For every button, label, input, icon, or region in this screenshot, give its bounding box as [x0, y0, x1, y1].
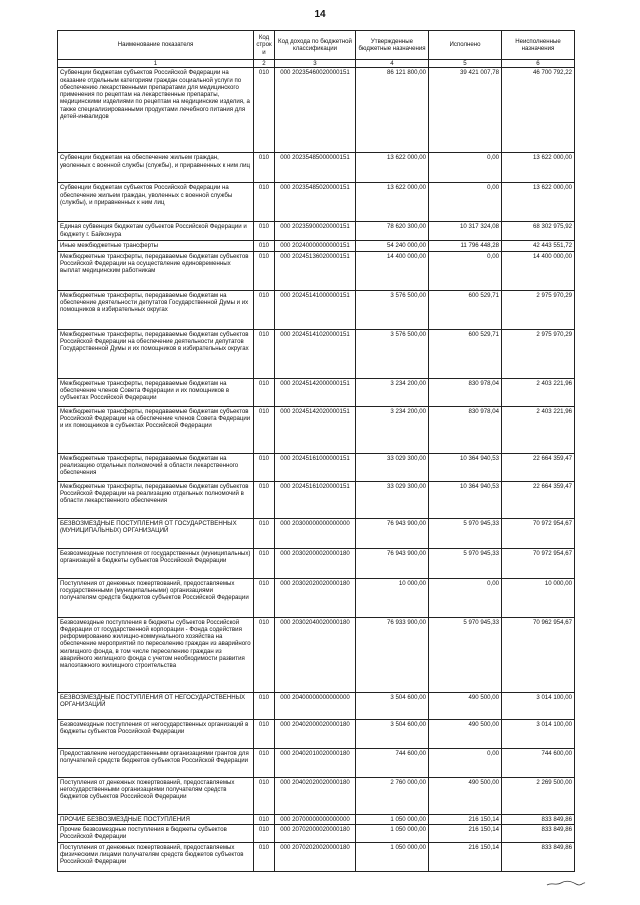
row-line-code: 010	[254, 153, 275, 183]
table-row	[58, 222, 575, 241]
row-name: Поступления от денежных пожертвований, предоставляемых государственными (муниципальными) организациями получателям средств бюджетов субъектов Российской Федерации	[58, 578, 254, 617]
row-remaining: 13 622 000,00	[502, 153, 575, 183]
row-approved: 13 622 000,00	[356, 183, 429, 222]
row-line-code: 010	[254, 824, 275, 842]
row-name: Межбюджетные трансферты, передаваемые бюджетам на реализацию отдельных полномочий в области лекарственного обеспечения	[58, 453, 254, 481]
row-executed: 600 529,71	[429, 290, 502, 329]
row-budget-code: 000 20402020020000180	[275, 777, 356, 814]
row-executed: 11 796 448,28	[429, 241, 502, 251]
table-row	[58, 824, 575, 842]
row-line-code: 010	[254, 748, 275, 777]
row-budget-code: 000 20245161000000151	[275, 453, 356, 481]
table-row	[58, 329, 575, 378]
row-approved: 78 620 300,00	[356, 222, 429, 241]
row-executed: 216 150,14	[429, 814, 502, 824]
row-name: Поступления от денежных пожертвований, предоставляемых физическими лицами получателям средств бюджетов субъектов Российской Федерации	[58, 842, 254, 871]
row-name: Поступления от денежных пожертвований, предоставляемых негосударственными организациями получателям средств бюджетов субъектов Российской Федерации	[58, 777, 254, 814]
row-remaining: 3 014 100,00	[502, 719, 575, 748]
row-line-code: 010	[254, 617, 275, 692]
row-name: Субвенции бюджетам субъектов Российской Федерации на оказание отдельным категориям граждан социальной услуги по обеспечению лекарственными препаратами для медицинского применения по рецептам на лекарственные препараты, медицинскими изделиями по рецептам на медицинские изделия, а также специализированными продуктами лечебного питания для детей-инвалидов	[58, 68, 254, 153]
header-indicator-name: Наименование показателя	[58, 31, 254, 60]
header-line-code: Код строк и	[254, 31, 275, 60]
row-line-code: 010	[254, 777, 275, 814]
column-number: 1	[58, 60, 254, 68]
table-row	[58, 548, 575, 578]
column-number-row	[58, 60, 575, 68]
row-name: Субвенции бюджетам на обеспечение жильем граждан, уволенных с военной службы (службы), и приравненных к ним лиц	[58, 153, 254, 183]
row-line-code: 010	[254, 329, 275, 378]
row-remaining: 2 975 970,29	[502, 290, 575, 329]
table-row	[58, 518, 575, 548]
page-number: 14	[314, 9, 326, 20]
row-approved: 10 000,00	[356, 578, 429, 617]
row-approved: 76 943 900,00	[356, 518, 429, 548]
table-row	[58, 617, 575, 692]
row-remaining: 70 972 954,67	[502, 518, 575, 548]
row-remaining: 2 403 221,96	[502, 378, 575, 406]
row-executed: 0,00	[429, 748, 502, 777]
row-remaining: 2 975 970,29	[502, 329, 575, 378]
row-executed: 216 150,14	[429, 824, 502, 842]
row-line-code: 010	[254, 241, 275, 251]
row-executed: 490 500,00	[429, 719, 502, 748]
row-budget-code: 000 20245161020000151	[275, 481, 356, 518]
row-remaining: 46 700 792,22	[502, 68, 575, 153]
row-budget-code: 000 20302040020000180	[275, 617, 356, 692]
table-row	[58, 719, 575, 748]
row-line-code: 010	[254, 518, 275, 548]
table-header	[58, 31, 575, 68]
row-remaining: 833 849,86	[502, 842, 575, 871]
table-row	[58, 241, 575, 251]
row-approved: 3 234 200,00	[356, 378, 429, 406]
row-name: Прочие безвозмездные поступления в бюджеты субъектов Российской Федерации	[58, 824, 254, 842]
row-approved: 2 760 000,00	[356, 777, 429, 814]
row-name: БЕЗВОЗМЕЗДНЫЕ ПОСТУПЛЕНИЯ ОТ НЕГОСУДАРСТВЕННЫХ ОРГАНИЗАЦИЙ	[58, 692, 254, 719]
row-remaining: 13 622 000,00	[502, 183, 575, 222]
row-approved: 3 234 200,00	[356, 406, 429, 453]
handwritten-mark	[546, 876, 586, 888]
row-remaining: 833 849,86	[502, 824, 575, 842]
row-executed: 0,00	[429, 578, 502, 617]
row-executed: 5 970 945,33	[429, 518, 502, 548]
row-budget-code: 000 20245136020000151	[275, 251, 356, 290]
row-line-code: 010	[254, 842, 275, 871]
row-remaining: 14 400 000,00	[502, 251, 575, 290]
row-budget-code: 000 20235460020000151	[275, 68, 356, 153]
row-executed: 10 317 324,08	[429, 222, 502, 241]
row-remaining: 70 972 954,67	[502, 548, 575, 578]
row-budget-code: 000 20235485000000151	[275, 153, 356, 183]
row-executed: 0,00	[429, 183, 502, 222]
row-line-code: 010	[254, 481, 275, 518]
row-name: БЕЗВОЗМЕЗДНЫЕ ПОСТУПЛЕНИЯ ОТ ГОСУДАРСТВЕННЫХ (МУНИЦИПАЛЬНЫХ) ОРГАНИЗАЦИЙ	[58, 518, 254, 548]
row-approved: 3 576 500,00	[356, 329, 429, 378]
row-budget-code: 000 20245141000000151	[275, 290, 356, 329]
header-executed: Исполнено	[429, 31, 502, 60]
row-budget-code: 000 20702000020000180	[275, 824, 356, 842]
row-budget-code: 000 20240000000000151	[275, 241, 356, 251]
row-line-code: 010	[254, 578, 275, 617]
row-approved: 1 050 000,00	[356, 824, 429, 842]
row-approved: 54 240 000,00	[356, 241, 429, 251]
row-approved: 76 943 900,00	[356, 548, 429, 578]
header-row	[58, 31, 575, 60]
row-name: Безвозмездные поступления от государственных (муниципальных) организаций в бюджеты субъектов Российской Федерации	[58, 548, 254, 578]
table-row	[58, 68, 575, 153]
row-approved: 1 050 000,00	[356, 814, 429, 824]
row-name: Межбюджетные трансферты, передаваемые бюджетам субъектов Российской Федерации на обеспечение членов Совета Федерации и их помощников в субъектах Российской Федерации	[58, 406, 254, 453]
row-approved: 86 121 800,00	[356, 68, 429, 153]
row-remaining: 42 443 551,72	[502, 241, 575, 251]
row-remaining: 2 403 221,96	[502, 406, 575, 453]
row-approved: 3 504 600,00	[356, 692, 429, 719]
row-name: Безвозмездные поступления в бюджеты субъектов Российской Федерации от государственной корпорации - Фонда содействия реформированию жилищно-коммунального хозяйства на обеспечение мероприятий по переселению граждан из аварийного жилищного фонда, в том числе переселению граждан из аварийного жилищного фонда с учетом необходимости развития малоэтажного жилищного строительства	[58, 617, 254, 692]
table-row	[58, 814, 575, 824]
row-line-code: 010	[254, 183, 275, 222]
row-line-code: 010	[254, 290, 275, 329]
row-executed: 830 978,04	[429, 406, 502, 453]
row-line-code: 010	[254, 68, 275, 153]
table-row	[58, 692, 575, 719]
row-remaining: 744 600,00	[502, 748, 575, 777]
row-executed: 39 421 007,78	[429, 68, 502, 153]
row-budget-code: 000 20245142020000151	[275, 406, 356, 453]
row-name: Межбюджетные трансферты, передаваемые бюджетам на обеспечение деятельности депутатов Государственной Думы и их помощников в избирательных округах	[58, 290, 254, 329]
row-budget-code: 000 20700000000000000	[275, 814, 356, 824]
row-line-code: 010	[254, 692, 275, 719]
row-executed: 600 529,71	[429, 329, 502, 378]
table-row	[58, 251, 575, 290]
row-budget-code: 000 20300000000000000	[275, 518, 356, 548]
row-name: Предоставление негосударственными организациями грантов для получателей средств бюджетов субъектов Российской Федерации	[58, 748, 254, 777]
column-number: 3	[275, 60, 356, 68]
row-line-code: 010	[254, 378, 275, 406]
row-budget-code: 000 20302020020000180	[275, 578, 356, 617]
row-budget-code: 000 20235900020000151	[275, 222, 356, 241]
row-executed: 0,00	[429, 153, 502, 183]
row-approved: 744 600,00	[356, 748, 429, 777]
table-row	[58, 290, 575, 329]
row-executed: 5 970 945,33	[429, 617, 502, 692]
row-remaining: 70 962 954,67	[502, 617, 575, 692]
table-row	[58, 406, 575, 453]
row-approved: 3 504 600,00	[356, 719, 429, 748]
row-executed: 216 150,14	[429, 842, 502, 871]
row-line-code: 010	[254, 251, 275, 290]
row-approved: 76 933 900,00	[356, 617, 429, 692]
row-name: Субвенции бюджетам субъектов Российской Федерации на обеспечение жильем граждан, уволенных с военной службы (службы), и приравненных к ним лиц	[58, 183, 254, 222]
table-row	[58, 578, 575, 617]
header-budget-code: Код дохода по бюджетной классификации	[275, 31, 356, 60]
table-row	[58, 153, 575, 183]
row-line-code: 010	[254, 548, 275, 578]
row-executed: 10 364 940,53	[429, 481, 502, 518]
table-row	[58, 481, 575, 518]
row-budget-code: 000 20702020020000180	[275, 842, 356, 871]
table-row	[58, 748, 575, 777]
row-remaining: 833 849,86	[502, 814, 575, 824]
table-row	[58, 378, 575, 406]
row-name: Единая субвенция бюджетам субъектов Российской Федерации и бюджету г. Байконура	[58, 222, 254, 241]
column-number: 2	[254, 60, 275, 68]
row-executed: 5 970 945,33	[429, 548, 502, 578]
header-remaining: Неисполненные назначения	[502, 31, 575, 60]
row-budget-code: 000 20302000020000180	[275, 548, 356, 578]
table-row	[58, 777, 575, 814]
row-budget-code: 000 20245141020000151	[275, 329, 356, 378]
row-executed: 490 500,00	[429, 692, 502, 719]
row-budget-code: 000 20400000000000000	[275, 692, 356, 719]
table-row	[58, 842, 575, 871]
row-approved: 33 029 300,00	[356, 453, 429, 481]
row-line-code: 010	[254, 814, 275, 824]
row-name: Иные межбюджетные трансферты	[58, 241, 254, 251]
row-name: Безвозмездные поступления от негосударственных организаций в бюджеты субъектов Российской Федерации	[58, 719, 254, 748]
row-budget-code: 000 20402010020000180	[275, 748, 356, 777]
row-executed: 10 364 940,53	[429, 453, 502, 481]
table-body	[58, 68, 575, 872]
row-name: Межбюджетные трансферты, передаваемые бюджетам субъектов Российской Федерации на обеспечение деятельности депутатов Государственной Думы и их помощников в избирательных округах	[58, 329, 254, 378]
row-budget-code: 000 20402000020000180	[275, 719, 356, 748]
table-row	[58, 453, 575, 481]
budget-report-table	[57, 30, 575, 872]
row-executed: 490 500,00	[429, 777, 502, 814]
row-line-code: 010	[254, 406, 275, 453]
row-approved: 1 050 000,00	[356, 842, 429, 871]
row-line-code: 010	[254, 719, 275, 748]
row-approved: 3 576 500,00	[356, 290, 429, 329]
header-approved: Утвержденные бюджетные назначения	[356, 31, 429, 60]
row-approved: 33 029 300,00	[356, 481, 429, 518]
row-remaining: 68 302 975,92	[502, 222, 575, 241]
row-executed: 830 978,04	[429, 378, 502, 406]
row-remaining: 10 000,00	[502, 578, 575, 617]
row-approved: 14 400 000,00	[356, 251, 429, 290]
row-name: Межбюджетные трансферты, передаваемые бюджетам субъектов Российской Федерации на осуществление единовременных выплат медицинским работникам	[58, 251, 254, 290]
row-remaining: 2 269 500,00	[502, 777, 575, 814]
row-line-code: 010	[254, 222, 275, 241]
row-remaining: 22 664 359,47	[502, 481, 575, 518]
row-budget-code: 000 20235485020000151	[275, 183, 356, 222]
column-number: 4	[356, 60, 429, 68]
column-number: 6	[502, 60, 575, 68]
row-name: ПРОЧИЕ БЕЗВОЗМЕЗДНЫЕ ПОСТУПЛЕНИЯ	[58, 814, 254, 824]
row-budget-code: 000 20245142000000151	[275, 378, 356, 406]
row-line-code: 010	[254, 453, 275, 481]
row-name: Межбюджетные трансферты, передаваемые бюджетам субъектов Российской Федерации на реализацию отдельных полномочий в области лекарственного обеспечения	[58, 481, 254, 518]
row-executed: 0,00	[429, 251, 502, 290]
row-approved: 13 622 000,00	[356, 153, 429, 183]
table-row	[58, 183, 575, 222]
column-number: 5	[429, 60, 502, 68]
row-remaining: 3 014 100,00	[502, 692, 575, 719]
row-remaining: 22 664 359,47	[502, 453, 575, 481]
row-name: Межбюджетные трансферты, передаваемые бюджетам на обеспечение членов Совета Федерации и их помощников в субъектах Российской Федерации	[58, 378, 254, 406]
